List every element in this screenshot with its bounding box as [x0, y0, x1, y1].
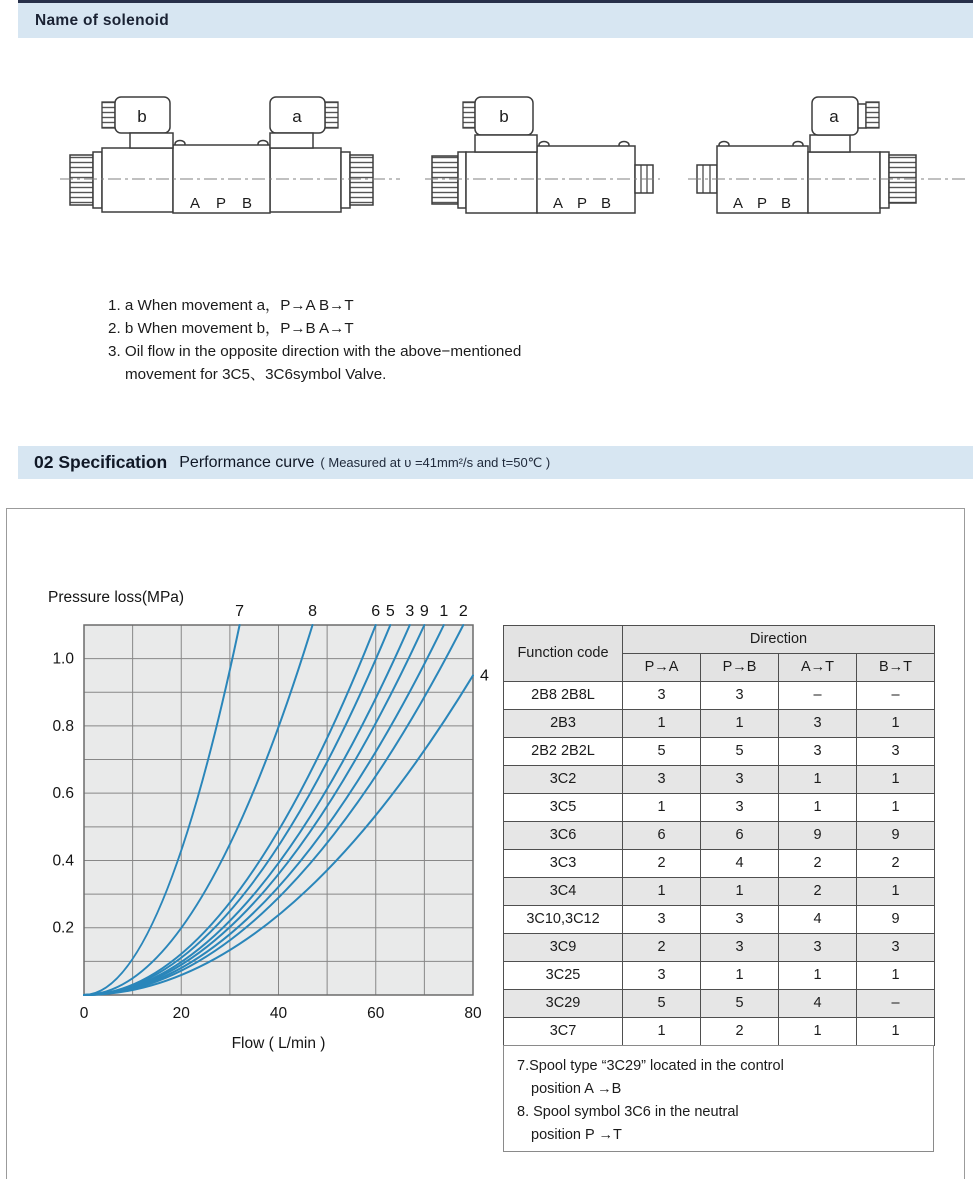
direction-value-cell: 6 — [623, 822, 701, 850]
function-code-cell: 3C4 — [504, 878, 623, 906]
y-tick-label: 1.0 — [52, 650, 74, 668]
section-title: 02 Specification — [34, 452, 168, 472]
spline-end-left — [432, 156, 458, 204]
direction-value-cell: 5 — [623, 990, 701, 1018]
curve-label-5: 5 — [385, 603, 395, 620]
direction-value-cell: 5 — [701, 990, 779, 1018]
curve-label-3: 3 — [405, 603, 415, 620]
port-label-B: B — [241, 195, 253, 212]
port-label-B: B — [780, 195, 792, 212]
solenoid-housing — [808, 152, 880, 213]
valve-diagram-single-solenoid-right — [688, 80, 968, 230]
direction-value-cell: 1 — [779, 766, 857, 794]
specification-section-bar — [18, 446, 973, 479]
solenoid-housing — [466, 152, 537, 213]
direction-table — [503, 625, 935, 1046]
function-code-cell: 3C9 — [504, 934, 623, 962]
direction-group-header: Direction — [623, 626, 935, 654]
direction-value-cell: 4 — [701, 850, 779, 878]
section-subtitle: Performance curve — [179, 453, 315, 471]
direction-value-cell: 1 — [779, 962, 857, 990]
x-tick-label: 40 — [269, 1005, 288, 1022]
direction-value-cell: 1 — [623, 1018, 701, 1046]
solenoid-label-a: a — [292, 107, 302, 126]
direction-value-cell: 1 — [701, 962, 779, 990]
direction-value-cell: 1 — [779, 794, 857, 822]
function-code-cell: 3C3 — [504, 850, 623, 878]
direction-value-cell: – — [779, 682, 857, 710]
direction-value-cell: 3 — [623, 682, 701, 710]
direction-value-cell: 1 — [623, 710, 701, 738]
connector-pins — [463, 102, 475, 128]
direction-value-cell: 2 — [701, 1018, 779, 1046]
port-label-A: A — [732, 195, 744, 212]
column-header-PA: P→A — [623, 654, 701, 682]
spool-note-7-cont: position A →B — [531, 1081, 622, 1097]
direction-value-cell: 2 — [623, 934, 701, 962]
function-code-cell: 2B8 2B8L — [504, 682, 623, 710]
performance-curve-chart — [30, 575, 500, 1060]
direction-value-cell: 3 — [857, 738, 935, 766]
direction-value-cell: 3 — [779, 710, 857, 738]
function-code-cell: 3C5 — [504, 794, 623, 822]
x-tick-label: 0 — [79, 1005, 89, 1022]
table-row — [504, 794, 935, 822]
table-row — [504, 682, 935, 710]
direction-value-cell: 3 — [701, 934, 779, 962]
valve-diagram-single-solenoid-left — [425, 80, 660, 230]
page-title: Name of solenoid — [35, 11, 169, 29]
function-code-header: Function code — [504, 626, 623, 682]
table-row — [504, 710, 935, 738]
direction-value-cell: 2 — [779, 878, 857, 906]
direction-value-cell: 1 — [857, 794, 935, 822]
port-label-P: P — [576, 195, 588, 212]
spool-note-8: 8. Spool symbol 3C6 in the neutral — [517, 1104, 739, 1120]
movement-note-1: 1. a When movement a，P→A B→T — [108, 297, 354, 314]
direction-value-cell: 1 — [857, 962, 935, 990]
spool-note-7: 7.Spool type “3C29” located in the control — [517, 1058, 784, 1074]
solenoid-housing-right — [270, 148, 341, 212]
direction-value-cell: 5 — [701, 738, 779, 766]
curve-label-2: 2 — [458, 603, 468, 620]
direction-value-cell: – — [857, 682, 935, 710]
function-code-cell: 3C10,3C12 — [504, 906, 623, 934]
spline-end-left — [70, 155, 93, 205]
y-tick-label: 0.8 — [52, 717, 74, 735]
table-row — [504, 962, 935, 990]
solenoid-label-b: b — [137, 107, 147, 126]
port-label-P: P — [756, 195, 768, 212]
solenoid-label-b: b — [499, 107, 509, 126]
table-row — [504, 822, 935, 850]
solenoid-housing-left — [102, 148, 173, 212]
direction-value-cell: 2 — [857, 850, 935, 878]
direction-value-cell: 3 — [701, 766, 779, 794]
direction-value-cell: 1 — [857, 710, 935, 738]
connector-pins — [325, 102, 338, 128]
direction-value-cell: 1 — [857, 766, 935, 794]
spool-notes-box — [503, 1045, 934, 1152]
direction-value-cell: 4 — [779, 906, 857, 934]
y-tick-label: 0.4 — [52, 852, 74, 870]
function-code-cell: 2B3 — [504, 710, 623, 738]
solenoid-label-a: a — [829, 107, 839, 126]
function-code-cell: 3C7 — [504, 1018, 623, 1046]
x-tick-label: 20 — [172, 1005, 190, 1022]
port-label-A: A — [189, 195, 201, 212]
movement-note-3: 3. Oil flow in the opposite direction with the above−mentioned — [108, 343, 522, 360]
direction-value-cell: 3 — [623, 766, 701, 794]
measurement-condition: ( Measured at υ =41mm²/s and t=50℃ ) — [320, 454, 551, 470]
direction-value-cell: 1 — [779, 1018, 857, 1046]
direction-value-cell: 1 — [623, 794, 701, 822]
direction-value-cell: 1 — [623, 878, 701, 906]
page-header-bar — [18, 3, 973, 38]
connector-pins — [866, 102, 879, 128]
curve-label-4: 4 — [480, 667, 489, 685]
function-code-cell: 3C2 — [504, 766, 623, 794]
table-row — [504, 934, 935, 962]
direction-value-cell: 1 — [857, 1018, 935, 1046]
curve-label-6: 6 — [371, 603, 381, 620]
direction-value-cell: 3 — [701, 794, 779, 822]
y-tick-label: 0.2 — [52, 919, 74, 937]
direction-value-cell: 3 — [701, 906, 779, 934]
direction-value-cell: 6 — [701, 822, 779, 850]
valve-diagram-double-solenoid — [60, 80, 400, 230]
direction-value-cell: 3 — [779, 934, 857, 962]
column-header-PB: P→B — [701, 654, 779, 682]
column-header-AT: A→T — [779, 654, 857, 682]
direction-value-cell: 2 — [779, 850, 857, 878]
table-row — [504, 766, 935, 794]
function-code-cell: 3C29 — [504, 990, 623, 1018]
direction-value-cell: 1 — [701, 878, 779, 906]
direction-value-cell: 3 — [779, 738, 857, 766]
direction-value-cell: 1 — [857, 878, 935, 906]
x-axis-title: Flow ( L/min ) — [231, 1035, 326, 1052]
y-tick-label: 0.6 — [52, 785, 74, 803]
direction-value-cell: 2 — [623, 850, 701, 878]
table-row — [504, 850, 935, 878]
direction-value-cell: 3 — [701, 682, 779, 710]
direction-value-cell: 9 — [779, 822, 857, 850]
x-tick-label: 60 — [367, 1005, 385, 1022]
port-label-B: B — [600, 195, 612, 212]
direction-value-cell: 9 — [857, 822, 935, 850]
curve-label-7: 7 — [235, 603, 245, 620]
table-row — [504, 1018, 935, 1046]
table-row — [504, 738, 935, 766]
spline-end-right — [350, 155, 373, 205]
connector-pins — [102, 102, 115, 128]
movement-note-2: 2. b When movement b，P→B A→T — [108, 320, 354, 337]
curve-label-9: 9 — [419, 603, 429, 620]
column-header-BT: B→T — [857, 654, 935, 682]
direction-value-cell: 3 — [623, 962, 701, 990]
direction-value-cell: 1 — [701, 710, 779, 738]
port-label-P: P — [215, 195, 227, 212]
curve-label-1: 1 — [439, 603, 449, 620]
function-code-cell: 3C6 — [504, 822, 623, 850]
table-row — [504, 878, 935, 906]
x-tick-label: 80 — [464, 1005, 482, 1022]
direction-value-cell: 3 — [857, 934, 935, 962]
movement-notes — [108, 294, 521, 386]
table-row — [504, 906, 935, 934]
port-label-A: A — [552, 195, 564, 212]
function-code-cell: 2B2 2B2L — [504, 738, 623, 766]
y-axis-title: Pressure loss(MPa) — [48, 589, 185, 606]
direction-table-header — [504, 626, 935, 682]
movement-note-3-cont: movement for 3C5、3C6symbol Valve. — [125, 366, 387, 383]
spool-note-8-cont: position P →T — [531, 1127, 622, 1143]
direction-value-cell: – — [857, 990, 935, 1018]
direction-value-cell: 5 — [623, 738, 701, 766]
curve-label-8: 8 — [308, 603, 317, 620]
direction-value-cell: 3 — [623, 906, 701, 934]
direction-value-cell: 9 — [857, 906, 935, 934]
direction-value-cell: 4 — [779, 990, 857, 1018]
table-row — [504, 990, 935, 1018]
function-code-cell: 3C25 — [504, 962, 623, 990]
